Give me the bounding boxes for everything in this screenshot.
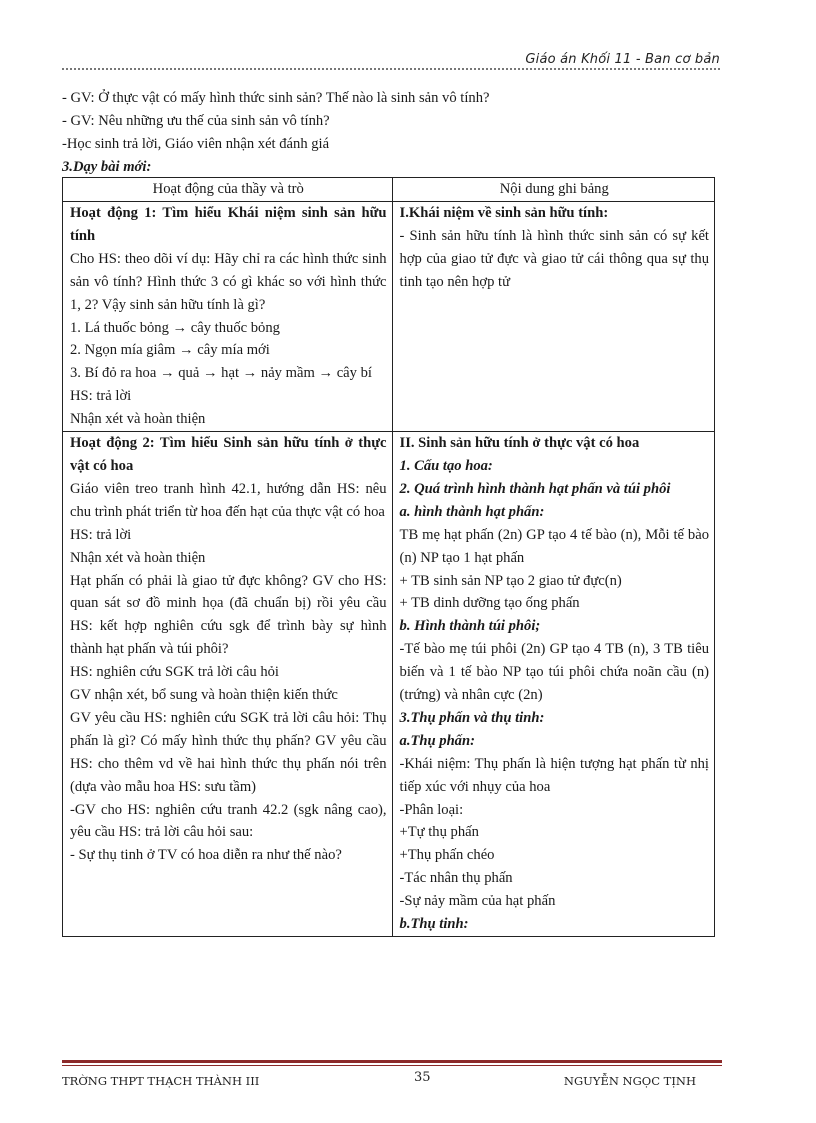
table-header-row bbox=[63, 178, 715, 202]
cell-paragraph: Giáo viên treo tranh hình 42.1, hướng dẫn HS: nêu chu trình phát triển từ hoa đến hạt của thực vật có hoa bbox=[70, 480, 387, 520]
activity-cell bbox=[63, 202, 393, 432]
intro-line: - GV: Ở thực vật có mấy hình thức sinh sản? Thế nào là sinh sản vô tính? bbox=[62, 90, 490, 106]
board-content-cell bbox=[392, 202, 714, 432]
lesson-table bbox=[62, 177, 715, 937]
cell-paragraph: - Sự thụ tinh ở TV có hoa diễn ra như thế nào? bbox=[70, 847, 342, 864]
cell-paragraph: -Khái niệm: Thụ phấn là hiện tượng hạt phấn từ nhị tiếp xúc với nhụy của hoa bbox=[399, 755, 709, 795]
cell-heading: Hoạt động 2: Tìm hiểu Sinh sản hữu tính ở thực vật có hoa bbox=[70, 435, 387, 474]
cell-heading: b. Hình thành túi phôi; bbox=[399, 618, 541, 635]
page-number: 35 bbox=[414, 1070, 431, 1085]
cell-heading: 1. Cấu tạo hoa: bbox=[399, 457, 493, 474]
cell-paragraph: HS: trả lời bbox=[70, 526, 132, 543]
board-content-cell bbox=[392, 432, 714, 937]
column-header-board-content: Nội dung ghi bảng bbox=[392, 178, 714, 202]
cell-paragraph: -GV cho HS: nghiên cứu tranh 42.2 (sgk nâng cao), yêu cầu HS: trả lời câu hỏi sau: bbox=[70, 801, 387, 841]
cell-paragraph: +Thụ phấn chéo bbox=[399, 847, 495, 864]
cell-paragraph: - Sinh sản hữu tính là hình thức sinh sản có sự kết hợp của giao tử đực và giao tử cái thông qua sự thụ tinh tạo nên hợp tử bbox=[399, 227, 709, 290]
cell-paragraph: Cho HS: theo dõi ví dụ: Hãy chỉ ra các hình thức sinh sản vô tính? Hình thức 3 có gì khác so với hình thức 1, 2? Vậy sinh sản hữu tính là gì? bbox=[70, 250, 387, 313]
cell-heading: b.Thụ tinh: bbox=[399, 916, 469, 933]
cell-paragraph: -Tác nhân thụ phấn bbox=[399, 870, 513, 887]
cell-heading: a. hình thành hạt phấn: bbox=[399, 503, 545, 520]
cell-heading: I.Khái niệm về sinh sản hữu tính: bbox=[399, 205, 609, 221]
cell-paragraph: + TB sinh sản NP tạo 2 giao tử đực(n) bbox=[399, 572, 622, 589]
cell-paragraph: -Phân loại: bbox=[399, 801, 464, 818]
cell-paragraph: HS: trả lời bbox=[70, 388, 132, 405]
cell-heading: Hoạt động 1: Tìm hiểu Khái niệm sinh sản hữu tính bbox=[70, 205, 387, 244]
header-rule bbox=[62, 68, 720, 70]
column-header-activities: Hoạt động của thầy và trò bbox=[63, 178, 393, 202]
table-row bbox=[63, 432, 715, 937]
cell-paragraph: +Tự thụ phấn bbox=[399, 824, 479, 841]
cell-paragraph: GV yêu cầu HS: nghiên cứu SGK trả lời câu hỏi: Thụ phấn là gì? Có mấy hình thức thụ phấn? GV yêu cầu HS: cho thêm vd về hai hình thức thụ phấn nói trên (dựa vào mẫu hoa HS: sưu tầm) bbox=[70, 709, 387, 795]
table-row bbox=[63, 202, 715, 432]
intro-line: - GV: Nêu những ưu thế của sinh sản vô tính? bbox=[62, 113, 330, 129]
activity-cell bbox=[63, 432, 393, 937]
cell-paragraph: Nhận xét và hoàn thiện bbox=[70, 411, 206, 428]
cell-paragraph: TB mẹ hạt phấn (2n) GP tạo 4 tế bào (n), Mỗi tế bào (n) NP tạo 1 hạt phấn bbox=[399, 526, 709, 566]
cell-heading: a.Thụ phấn: bbox=[399, 732, 475, 749]
cell-heading: 3.Thụ phấn và thụ tinh: bbox=[399, 709, 545, 726]
header-title: Giáo án Khối 11 - Ban cơ bản bbox=[525, 52, 720, 67]
cell-paragraph: Hạt phấn có phải là giao tử đực không? GV cho HS: quan sát sơ đồ minh họa (đã chuẩn bị) rồi yêu cầu HS: kết hợp nghiên cứu sgk để trình bày sự hình thành hạt phấn và túi phôi? bbox=[70, 572, 387, 658]
cell-paragraph: Nhận xét và hoàn thiện bbox=[70, 549, 206, 566]
cell-paragraph: 3. Bí đỏ ra hoa → quả → hạt → nảy mầm → cây bí bbox=[70, 365, 372, 382]
section-title: 3.Dạy bài mới: bbox=[62, 159, 152, 175]
cell-heading: 2. Quá trình hình thành hạt phấn và túi phôi bbox=[399, 480, 671, 497]
footer-rule-thin bbox=[62, 1065, 722, 1066]
cell-paragraph: 1. Lá thuốc bỏng → cây thuốc bỏng bbox=[70, 319, 280, 336]
intro-line: -Học sinh trả lời, Giáo viên nhận xét đánh giá bbox=[62, 136, 330, 152]
footer-rule bbox=[62, 1060, 722, 1063]
cell-paragraph: 2. Ngọn mía giâm → cây mía mới bbox=[70, 342, 270, 359]
intro-block bbox=[62, 87, 722, 179]
cell-heading: II. Sinh sản hữu tính ở thực vật có hoa bbox=[399, 435, 640, 452]
footer-author: NGUYỄN NGỌC TỊNH bbox=[563, 1074, 696, 1088]
cell-paragraph: -Tế bào mẹ túi phôi (2n) GP tạo 4 TB (n), 3 TB tiêu biến và 1 tế bào NP tạo túi phôi chứa noãn cầu (n) (trứng) và nhân cực (2n) bbox=[399, 641, 709, 704]
footer-school: TRỜNG THPT THẠCH THÀNH III bbox=[62, 1074, 260, 1088]
cell-paragraph: HS: nghiên cứu SGK trả lời câu hỏi bbox=[70, 664, 279, 681]
cell-paragraph: + TB dinh dưỡng tạo ống phấn bbox=[399, 595, 580, 612]
cell-paragraph: GV nhận xét, bổ sung và hoàn thiện kiến thức bbox=[70, 687, 338, 704]
cell-paragraph: -Sự nảy mầm của hạt phấn bbox=[399, 893, 556, 910]
